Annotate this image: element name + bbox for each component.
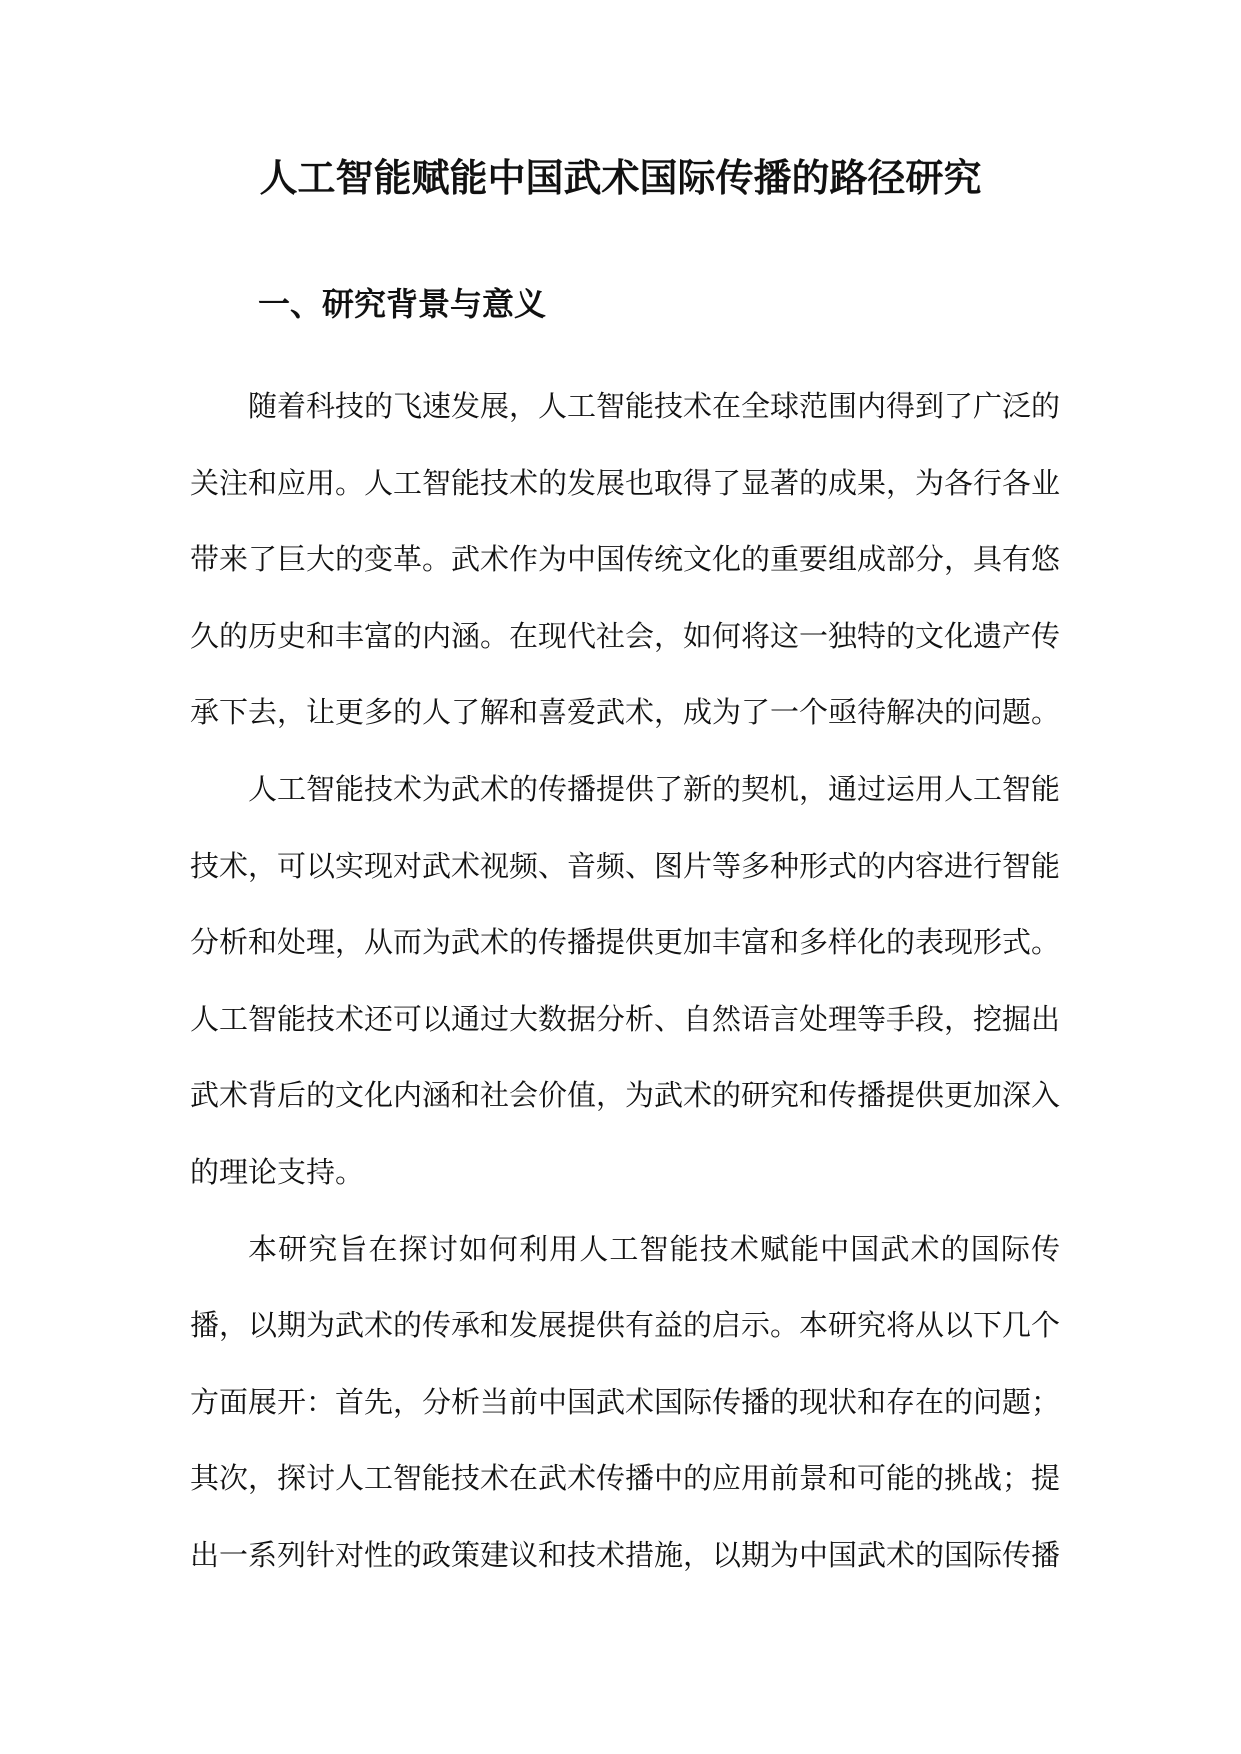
paragraph-line: 出一系列针对性的政策建议和技术措施，以期为中国武术的国际传播 bbox=[190, 1537, 1060, 1572]
paragraph-line: 带来了巨大的变革。武术作为中国传统文化的重要组成部分，具有悠 bbox=[190, 542, 1060, 577]
paragraph-line: 人工智能技术为武术的传播提供了新的契机，通过运用人工智能 bbox=[248, 771, 1060, 806]
paragraph-line: 其次，探讨人工智能技术在武术传播中的应用前景和可能的挑战；提 bbox=[190, 1461, 1060, 1496]
paragraph-line: 方面展开：首先，分析当前中国武术国际传播的现状和存在的问题； bbox=[190, 1384, 1060, 1419]
section-heading: 一、研究背景与意义 bbox=[258, 285, 547, 323]
body-text bbox=[190, 368, 1060, 1594]
paragraph-line: 分析和处理，从而为武术的传播提供更加丰富和多样化的表现形式。 bbox=[190, 925, 1060, 960]
paragraph-line: 技术，可以实现对武术视频、音频、图片等多种形式的内容进行智能 bbox=[190, 848, 1060, 883]
paragraph-line: 人工智能技术还可以通过大数据分析、自然语言处理等手段，挖掘出 bbox=[190, 1001, 1060, 1036]
paragraph-1 bbox=[190, 368, 1060, 751]
paragraph-line: 的理论支持。 bbox=[190, 1154, 365, 1189]
paragraph-line: 承下去，让更多的人了解和喜爱武术，成为了一个亟待解决的问题。 bbox=[190, 695, 1060, 730]
paragraph-line: 关注和应用。人工智能技术的发展也取得了显著的成果，为各行各业 bbox=[190, 465, 1060, 500]
paragraph-line: 播，以期为武术的传承和发展提供有益的启示。本研究将从以下几个 bbox=[190, 1308, 1060, 1343]
paragraph-2 bbox=[190, 751, 1060, 1211]
paragraph-line: 久的历史和丰富的内涵。在现代社会，如何将这一独特的文化遗产传 bbox=[190, 618, 1060, 653]
paragraph-line: 武术背后的文化内涵和社会价值，为武术的研究和传播提供更加深入 bbox=[190, 1078, 1060, 1113]
document-title: 人工智能赋能中国武术国际传播的路径研究 bbox=[259, 155, 982, 200]
paragraph-3 bbox=[190, 1211, 1060, 1594]
paragraph-line: 随着科技的飞速发展，人工智能技术在全球范围内得到了广泛的 bbox=[248, 389, 1060, 423]
paragraph-line: 本研究旨在探讨如何利用人工智能技术赋能中国武术的国际传 bbox=[248, 1231, 1060, 1266]
